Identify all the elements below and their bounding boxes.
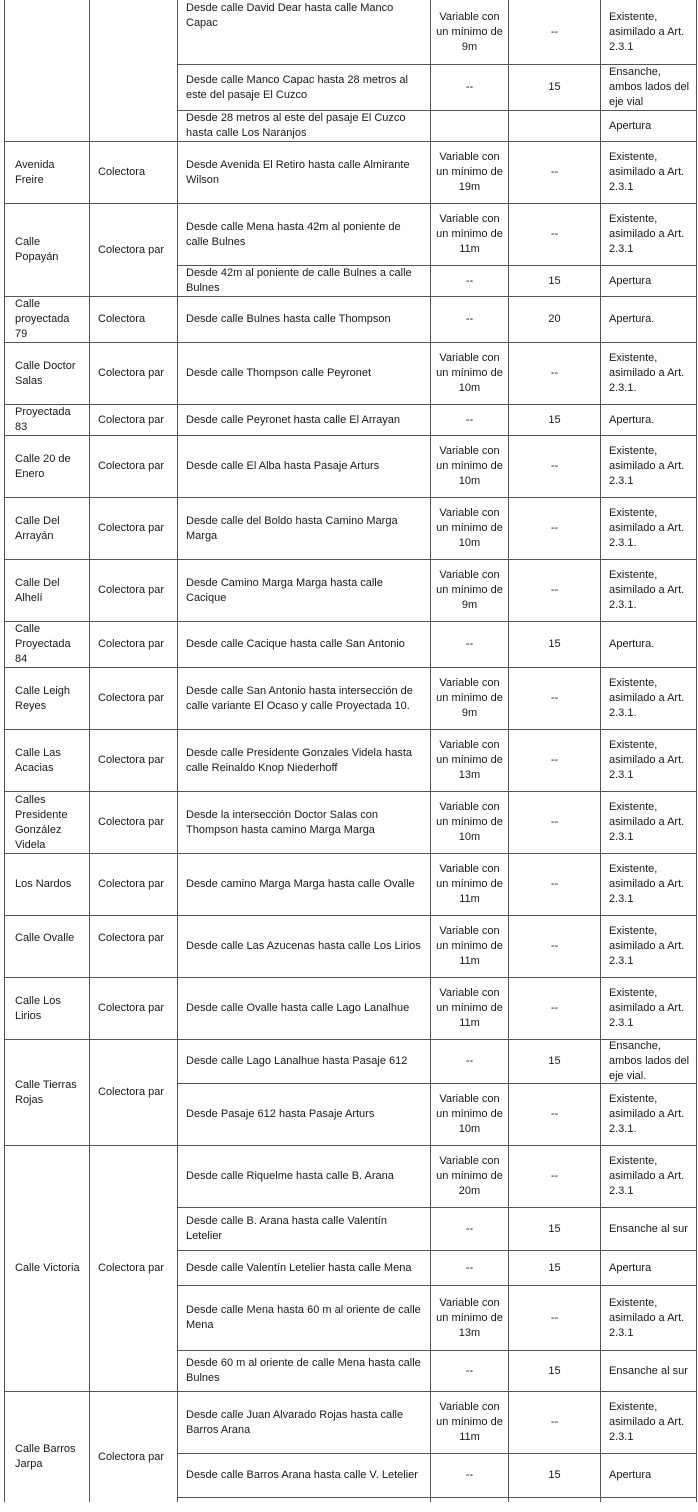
cell-proposed-text: 15 [548, 1469, 561, 1481]
cell-note-text: Ensanche, ambos lados del eje vial. [609, 1040, 690, 1082]
cell-existing [431, 142, 508, 203]
cell-note-text: Existente, asimilado a Art. 2.3.1 [609, 10, 685, 53]
cell-existing [431, 1392, 508, 1453]
cell-proposed [509, 142, 600, 203]
cell-segment-text: Desde calle Presidente Gonzales Videla hasta calle Reinaldo Knop Niederhoff [186, 746, 413, 774]
cell-existing [431, 560, 508, 621]
cell-proposed-text: -- [550, 166, 559, 178]
cell-proposed-text: -- [550, 1170, 559, 1182]
cell-note [601, 668, 696, 729]
cell-existing-text: Variable con un mínimo de 11m [436, 987, 503, 1029]
cell-note [601, 405, 696, 435]
cell-name [5, 0, 89, 141]
cell-note-text: Ensanche, ambos lados del eje vial [609, 66, 690, 108]
cell-proposed-text: 15 [548, 1364, 561, 1377]
cell-existing-text: Variable con un mínimo de 10m [436, 507, 503, 549]
cell-name-text: Calle Victoria [15, 1262, 80, 1274]
cell-name [5, 668, 89, 729]
cell-existing-text: Variable con un mínimo de 9m [436, 677, 503, 719]
cell-segment-text: Desde calle B. Arana hasta calle Valentín Letelier [186, 1215, 387, 1242]
cell-type [90, 142, 177, 203]
cell-proposed [509, 854, 600, 915]
cell-name-text: Los Nardos [15, 878, 72, 890]
cell-type-text: Colectora par [98, 522, 165, 534]
cell-note-text: Ensanche al sur [609, 1222, 688, 1235]
cell-note-text: Existente, asimilado a Art. 2.3.1. [609, 677, 685, 719]
cell-segment-text: Desde 42m al poniente de calle Bulnes a calle Bulnes [186, 267, 412, 294]
cell-type [90, 792, 177, 853]
cell-segment [178, 792, 430, 853]
cell-segment-text: Desde calle David Dear hasta calle Manco Capac [186, 2, 394, 29]
cell-segment-text: Desde calle Thompson calle Peyronet [186, 367, 372, 379]
cell-segment-text: Desde calle del Boldo hasta Camino Marga Marga [186, 514, 398, 542]
cell-existing-text: -- [465, 81, 474, 93]
cell-segment [178, 436, 430, 497]
cell-existing [431, 792, 508, 853]
cell-name-text: Calle Proyectada 84 [15, 623, 71, 665]
cell-type [90, 297, 177, 342]
cell-existing [431, 1040, 508, 1083]
cell-proposed-text: 20 [548, 313, 561, 325]
cell-existing [431, 405, 508, 435]
cell-segment [178, 560, 430, 621]
cell-segment-text: Desde Camino Marga Marga hasta calle Cacique [186, 576, 383, 604]
cell-note [601, 1084, 696, 1145]
cell-proposed [509, 65, 600, 110]
cell-segment-text: Desde calle Peyronet hasta calle El Arrayan [186, 413, 401, 426]
cell-segment-text: Desde calle San Antonio hasta intersección de calle variante El Ocaso y calle Proyectada 10. [186, 684, 413, 712]
cell-note-text: Existente, asimilado a Art. 2.3.1. [609, 1093, 685, 1135]
cell-proposed [509, 1454, 600, 1497]
cell-name [5, 792, 89, 853]
cell-note [601, 792, 696, 853]
cell-name [5, 560, 89, 621]
cell-name-text: Calles Presidente González Videla [15, 793, 68, 851]
cell-segment-text: Desde calle Mena hasta 42m al poniente de calle Bulnes [186, 220, 401, 248]
cell-segment-text: Desde la intersección Doctor Salas con Thompson hasta camino Marga Marga [186, 808, 378, 836]
cell-type [90, 622, 177, 667]
cell-segment [178, 498, 430, 559]
cell-note-text: Existente, asimilado a Art. 2.3.1 [609, 151, 685, 193]
cell-segment-text: Desde Pasaje 612 hasta Pasaje Arturs [186, 1108, 375, 1120]
cell-note-text: Existente, asimilado a Art. 2.3.1 [609, 213, 685, 255]
cell-type [90, 668, 177, 729]
cell-name-text: Calle Leigh Reyes [15, 684, 71, 712]
cell-note-text: Existente, asimilado a Art. 2.3.1. [609, 507, 685, 549]
cell-proposed-text: -- [550, 1002, 559, 1014]
cell-existing [431, 1251, 508, 1285]
cell-note [601, 297, 696, 342]
cell-note [601, 436, 696, 497]
cell-proposed [509, 978, 600, 1039]
cell-segment [178, 1251, 430, 1285]
cell-type-text: Colectora par [98, 754, 165, 766]
cell-existing [431, 436, 508, 497]
cell-name-text: Calle proyectada 79 [15, 298, 70, 340]
cell-segment [178, 1084, 430, 1145]
cell-name [5, 436, 89, 497]
cell-type-text: Colectora par [98, 1262, 165, 1274]
cell-existing-text: Variable con un mínimo de 9m [436, 569, 503, 611]
cell-note-text: Existente, asimilado a Art. 2.3.1 [609, 801, 685, 843]
cell-segment [178, 1146, 430, 1207]
cell-segment-text: Desde calle El Alba hasta Pasaje Arturs [186, 460, 380, 472]
cell-segment [178, 1286, 430, 1350]
cell-proposed [509, 1084, 600, 1145]
cell-proposed-text: -- [550, 940, 559, 952]
cell-existing-text: Variable con un mínimo de 10m [436, 1093, 503, 1135]
cell-name [5, 978, 89, 1039]
cell-proposed-text: -- [550, 816, 559, 828]
cell-proposed-text: -- [550, 1311, 559, 1324]
cell-note [601, 1392, 696, 1453]
cell-name [5, 204, 89, 296]
cell-note-text: Existente, asimilado a Art. 2.3.1 [609, 1155, 685, 1197]
cell-segment [178, 622, 430, 667]
cell-segment [178, 1040, 430, 1083]
cell-note-text: Existente, asimilado a Art. 2.3.1. [609, 352, 685, 394]
cell-proposed-text: 15 [548, 1222, 561, 1235]
cell-existing [431, 916, 508, 977]
cell-proposed [509, 1208, 600, 1250]
cell-type-text: Colectora par [98, 638, 165, 650]
cell-proposed [509, 405, 600, 435]
cell-existing [431, 1084, 508, 1145]
cell-note [601, 1040, 696, 1083]
cell-name [5, 1402, 89, 1512]
cell-existing [431, 343, 508, 404]
cell-note-text: Existente, asimilado a Art. 2.3.1 [609, 863, 685, 905]
cell-segment [178, 204, 430, 265]
group-divider [4, 1391, 177, 1392]
cell-note [601, 204, 696, 265]
cell-note [601, 1454, 696, 1497]
cell-segment-text: Desde calle Manco Capac hasta 28 metros al este del pasaje El Cuzco [186, 73, 408, 101]
cell-proposed [509, 111, 600, 141]
cell-segment-text: Desde calle Bulnes hasta calle Thompson [186, 313, 391, 325]
cell-name-text: Calle Los Lirios [15, 994, 61, 1022]
cell-type [90, 204, 177, 296]
cell-note-text: Apertura. [609, 313, 655, 325]
cell-type [90, 978, 177, 1039]
cell-type [90, 405, 177, 435]
cell-note-text: Apertura. [609, 638, 655, 650]
cell-proposed [509, 1251, 600, 1285]
cell-existing [431, 668, 508, 729]
cell-segment [178, 142, 430, 203]
cell-proposed [509, 204, 600, 265]
cell-note-text: Existente, asimilado a Art. 2.3.1. [609, 569, 685, 611]
cell-type-text: Colectora par [98, 460, 165, 472]
cell-existing-text: Variable con un mínimo de 11m [436, 1401, 503, 1443]
cell-proposed-text: -- [550, 25, 559, 38]
cell-proposed [509, 343, 600, 404]
cell-proposed [509, 1351, 600, 1391]
cell-proposed [509, 436, 600, 497]
cell-segment [178, 297, 430, 342]
cell-name-text: Calle Ovalle [15, 932, 75, 944]
cell-type-text: Colectora par [98, 878, 165, 890]
cell-proposed-text: 15 [548, 638, 561, 650]
cell-note [601, 854, 696, 915]
cell-proposed-text: -- [550, 1416, 559, 1428]
cell-existing-text: -- [465, 1055, 474, 1067]
cell-existing-text: Variable con un mínimo de 19m [436, 151, 503, 193]
cell-note [601, 65, 696, 110]
cell-proposed-text: -- [550, 522, 559, 534]
cell-note [601, 0, 696, 64]
cell-proposed-text: 15 [548, 81, 561, 93]
cell-segment-text: Desde calle Cacique hasta calle San Antonio [186, 638, 405, 650]
cell-proposed-text: 15 [548, 413, 561, 426]
cell-existing-text: -- [465, 274, 474, 287]
cell-note [601, 1286, 696, 1350]
cell-type [90, 343, 177, 404]
cell-name [5, 908, 89, 969]
cell-existing [431, 1286, 508, 1350]
cell-name-text: Calle Tierras Rojas [15, 1078, 77, 1106]
cell-segment [178, 1392, 430, 1453]
cell-name [5, 854, 89, 915]
cell-note [601, 622, 696, 667]
cell-segment-text: Desde 28 metros al este del pasaje El Cuzco hasta calle Los Naranjos [186, 112, 406, 139]
cell-existing [431, 65, 508, 110]
cell-segment [178, 978, 430, 1039]
cell-proposed [509, 1146, 600, 1207]
cell-segment-text: Desde calle Las Azucenas hasta calle Los Lirios [186, 940, 421, 952]
cell-existing-text: -- [465, 313, 474, 325]
cell-type [90, 0, 177, 141]
cell-existing-text: -- [465, 1261, 474, 1274]
cell-note [601, 1146, 696, 1207]
cell-proposed [509, 498, 600, 559]
cell-segment [178, 916, 430, 977]
cell-name-text: Calle Del Alhelí [15, 576, 60, 604]
cell-type-text: Colectora par [98, 1450, 165, 1463]
cell-proposed [509, 730, 600, 791]
cell-note-text: Existente, asimilado a Art. 2.3.1 [609, 987, 685, 1029]
cell-existing-text: Variable con un mínimo de 10m [436, 352, 503, 394]
cell-type-text: Colectora par [98, 243, 165, 256]
cell-type [90, 1146, 177, 1391]
cell-existing-text: -- [465, 1469, 474, 1481]
cell-type [90, 1402, 177, 1512]
cell-proposed [509, 622, 600, 667]
cell-name-text: Proyectada 83 [15, 406, 71, 433]
cell-name-text: Calle Doctor Salas [15, 359, 76, 387]
cell-segment-text: Desde calle Lago Lanalhue hasta Pasaje 612 [186, 1055, 408, 1067]
cell-segment-text: Desde Avenida El Retiro hasta calle Almirante Wilson [186, 158, 410, 186]
cell-note [601, 142, 696, 203]
cell-existing [431, 854, 508, 915]
cell-note [601, 1208, 696, 1250]
cell-proposed-text: -- [550, 584, 559, 596]
cell-segment-text: Desde calle Ovalle hasta calle Lago Lanalhue [186, 1002, 410, 1014]
cell-segment [178, 1208, 430, 1250]
cell-name-text: Calle 20 de Enero [15, 452, 71, 480]
cell-type [90, 854, 177, 915]
cell-proposed-text: -- [550, 1108, 559, 1120]
cell-proposed-text: -- [550, 754, 559, 766]
cell-segment [178, 0, 430, 64]
cell-proposed [509, 1286, 600, 1350]
cell-name-text: Calle Popayán [15, 236, 59, 263]
cell-proposed [509, 266, 600, 296]
cell-existing-text: -- [465, 638, 474, 650]
cell-segment [178, 668, 430, 729]
cell-proposed [509, 560, 600, 621]
cell-segment-text: Desde calle Juan Alvarado Rojas hasta calle Barros Arana [186, 1408, 404, 1436]
cell-existing [431, 0, 508, 64]
cell-existing-text: Variable con un mínimo de 11m [436, 925, 503, 967]
cell-existing [431, 730, 508, 791]
cell-note [601, 343, 696, 404]
cell-note [601, 560, 696, 621]
cell-existing [431, 1454, 508, 1497]
cell-segment-text: Desde calle Riquelme hasta calle B. Arana [186, 1170, 394, 1182]
cell-note [601, 1251, 696, 1285]
cell-existing [431, 1208, 508, 1250]
cell-segment [178, 65, 430, 110]
cell-type [90, 436, 177, 497]
cell-segment-text: Desde calle Mena hasta 60 m al oriente de calle Mena [186, 1304, 421, 1331]
cell-note-text: Existente, asimilado a Art. 2.3.1 [609, 925, 685, 967]
cell-segment-text: Desde calle Barros Arana hasta calle V. Letelier [186, 1469, 418, 1481]
cell-note-text: Apertura [609, 274, 652, 287]
cell-proposed-text: -- [550, 228, 559, 240]
cell-existing-text: Variable con un mínimo de 13m [436, 1296, 503, 1339]
cell-type-text: Colectora [98, 166, 146, 178]
cell-type-text: Colectora par [98, 816, 165, 828]
cell-existing [431, 111, 508, 141]
cell-existing [431, 978, 508, 1039]
cell-note-text: Existente, asimilado a Art. 2.3.1 [609, 445, 685, 487]
cell-existing [431, 297, 508, 342]
cell-type-text: Colectora par [98, 367, 165, 379]
cell-note [601, 266, 696, 296]
cell-type [90, 498, 177, 559]
cell-proposed [509, 792, 600, 853]
cell-proposed-text: -- [550, 460, 559, 472]
cell-segment [178, 854, 430, 915]
cell-name [5, 1040, 89, 1145]
cell-type [90, 560, 177, 621]
cell-existing-text: Variable con un mínimo de 9m [436, 10, 503, 53]
cell-type-text: Colectora par [98, 692, 165, 704]
cell-proposed [509, 1040, 600, 1083]
cell-existing [431, 1351, 508, 1391]
cell-type-text: Colectora par [98, 1086, 165, 1098]
cell-note-text: Existente, asimilado a Art. 2.3.1 [609, 739, 685, 781]
cell-name-text: Calle Barros Jarpa [15, 1443, 76, 1470]
cell-existing-text: Variable con un mínimo de 11m [436, 213, 503, 255]
cell-name [5, 622, 89, 667]
cell-type-text: Colectora [98, 313, 146, 325]
cell-segment [178, 1351, 430, 1391]
cell-segment-text: Desde camino Marga Marga hasta calle Ovalle [186, 878, 415, 890]
cell-type [90, 730, 177, 791]
cell-note [601, 730, 696, 791]
cell-name-text: Avenida Freire [15, 158, 55, 186]
cell-segment [178, 1454, 430, 1497]
cell-proposed [509, 916, 600, 977]
cell-segment-text: Desde calle Valentín Letelier hasta calle Mena [186, 1261, 412, 1274]
cell-note-text: Apertura [609, 119, 652, 132]
cell-name-text: Calle Las Acacias [15, 746, 61, 774]
cell-type-text: Colectora par [98, 932, 165, 944]
cell-name [5, 1146, 89, 1391]
cell-note [601, 111, 696, 141]
cell-note-text: Existente, asimilado a Art. 2.3.1 [609, 1401, 685, 1443]
cell-segment-text: Desde 60 m al oriente de calle Mena hasta calle Bulnes [186, 1357, 421, 1384]
cell-note [601, 1351, 696, 1391]
cell-segment [178, 343, 430, 404]
cell-segment [178, 405, 430, 435]
cell-proposed-text: 15 [548, 1055, 561, 1067]
cell-name [5, 405, 89, 435]
cell-name [5, 730, 89, 791]
cell-existing-text: -- [465, 1222, 474, 1235]
cell-existing-text: Variable con un mínimo de 10m [436, 801, 503, 843]
row-divider [177, 1497, 697, 1498]
cell-existing-text: Variable con un mínimo de 20m [436, 1155, 503, 1197]
cell-existing [431, 204, 508, 265]
cell-existing [431, 498, 508, 559]
cell-proposed-text: 15 [548, 274, 561, 287]
cell-existing-text: -- [465, 413, 474, 426]
cell-note [601, 916, 696, 977]
cell-existing-text: Variable con un mínimo de 13m [436, 739, 503, 781]
cell-existing [431, 622, 508, 667]
cell-type-text: Colectora par [98, 413, 165, 426]
cell-segment [178, 111, 430, 141]
cell-type [90, 1040, 177, 1145]
cell-type-text: Colectora par [98, 584, 165, 596]
cell-note-text: Existente, asimilado a Art. 2.3.1 [609, 1296, 685, 1339]
cell-existing [431, 266, 508, 296]
cell-proposed [509, 668, 600, 729]
cell-proposed-text: -- [550, 692, 559, 704]
cell-note-text: Ensanche al sur [609, 1364, 688, 1377]
cell-note [601, 498, 696, 559]
cell-name [5, 297, 89, 342]
cell-proposed [509, 0, 600, 64]
cell-existing-text: -- [465, 1364, 474, 1377]
cell-name-text: Calle Del Arrayán [15, 514, 60, 542]
cell-proposed [509, 297, 600, 342]
cell-note-text: Apertura [609, 1469, 652, 1481]
cell-name [5, 343, 89, 404]
cell-existing [431, 1146, 508, 1207]
cell-existing-text: Variable con un mínimo de 10m [436, 445, 503, 487]
cell-proposed-text: -- [550, 878, 559, 890]
cell-segment [178, 730, 430, 791]
cell-note [601, 978, 696, 1039]
cell-proposed-text: -- [550, 367, 559, 379]
cell-note-text: Apertura. [609, 413, 655, 426]
cell-note-text: Apertura [609, 1261, 652, 1274]
cell-type [90, 908, 177, 969]
column-divider [696, 0, 697, 1502]
cell-proposed [509, 1392, 600, 1453]
cell-segment [178, 266, 430, 296]
cell-name [5, 498, 89, 559]
cell-existing-text: Variable con un mínimo de 11m [436, 863, 503, 905]
cell-type-text: Colectora par [98, 1002, 165, 1014]
cell-name [5, 142, 89, 203]
cell-proposed-text: 15 [548, 1261, 561, 1274]
